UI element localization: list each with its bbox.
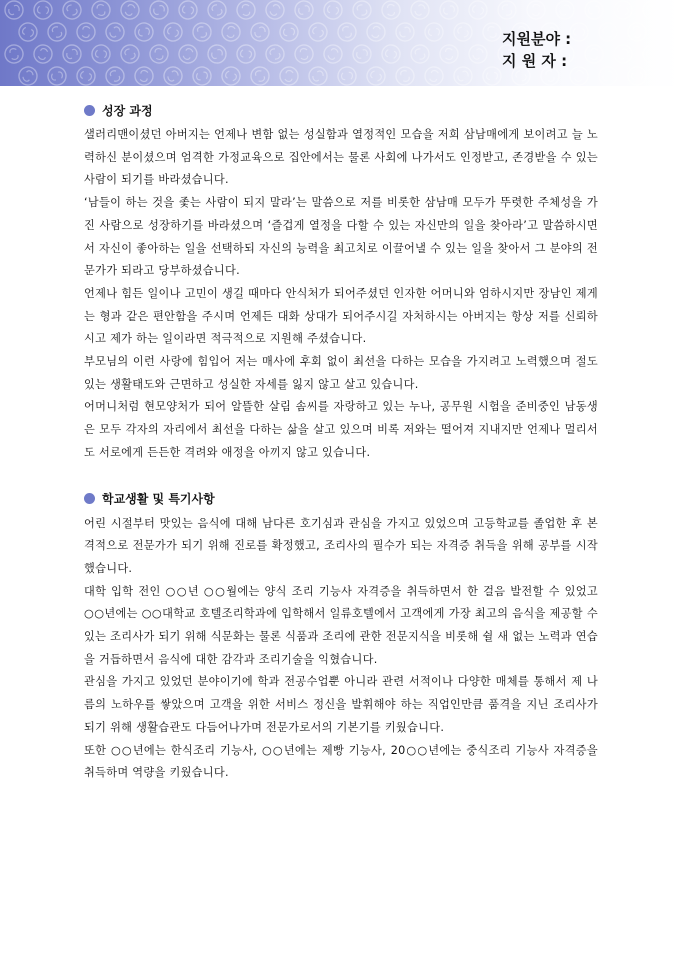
swirl-ornament [378, 41, 403, 66]
swirl-ornament [30, 41, 55, 66]
swirl-ornament [234, 0, 258, 22]
paragraph: 관심을 가지고 있었던 분야이기에 학과 전공수업뿐 아니라 관련 서적이나 다양한 매체를 통해서 제 나름의 노하우를 쌓았으며 고객을 위한 서비스 정신을 발휘해야 하는 직업인만큼 품격을 지닌 조리사가 되기 위해 생활습관도 다듬어나가며 전문가로서의 기본기를 키웠습니다. [84, 675, 598, 734]
swirl-ornament [263, 0, 287, 22]
swirl-ornament [3, 43, 25, 65]
swirl-ornament [410, 44, 430, 64]
swirl-ornament [481, 21, 503, 43]
bullet-icon [84, 493, 95, 504]
swirl-ornament [119, 43, 141, 65]
swirl-ornament [106, 67, 124, 85]
swirl-ornament [612, 43, 634, 65]
swirl-ornament [352, 44, 373, 65]
swirl-ornament [250, 66, 270, 86]
paragraph: 언제나 힘든 일이나 고민이 생길 때마다 안식처가 되어주셨던 인자한 어머니와 엄하시지만 장남인 제게는 형과 같은 편안함을 주시며 언제든 대화 상대가 되어주시길 자처하시는 아버지는 항상 저를 신뢰하시고 제가 하는 일이라면 적극적으로 지원해 주셨습니다. [84, 286, 598, 346]
swirl-ornament [307, 65, 328, 86]
swirl-ornament [233, 41, 258, 66]
swirl-ornament [264, 43, 285, 64]
swirl-ornament [73, 63, 98, 86]
swirl-ornament [118, 0, 143, 22]
swirl-ornament [249, 21, 270, 42]
swirl-ornament [655, 65, 677, 86]
swirl-ornament [642, 0, 661, 19]
swirl-ornament [437, 42, 462, 67]
swirl-ornament [438, 0, 460, 21]
section-title-text: 학교생활 및 특기사항 [102, 492, 215, 507]
swirl-ornament [498, 1, 516, 19]
swirl-ornament [292, 42, 316, 66]
section-title-text: 성장 과정 [102, 103, 153, 118]
swirl-ornament [192, 22, 212, 42]
swirl-ornament [654, 20, 679, 45]
swirl-ornament [190, 64, 213, 86]
swirl-ornament [46, 65, 68, 86]
applicant-label: 지 원 자 : [502, 52, 568, 70]
swirl-ornament [625, 20, 648, 43]
swirl-ornament [276, 63, 301, 86]
swirl-ornament [61, 0, 83, 21]
swirl-ornament [63, 45, 81, 63]
section-growth [84, 100, 598, 465]
paragraph: 또한 ○○년에는 한식조리 기능사, ○○년에는 제빵 기능사, 20○○년에는 중식조리 기능사 자격증을 취득하며 역량을 키웠습니다. [84, 743, 598, 780]
swirl-ornament [320, 0, 345, 23]
swirl-ornament [581, 41, 606, 66]
swirl-ornament [207, 44, 227, 64]
swirl-ornament [395, 22, 415, 42]
swirl-ornament [352, 0, 372, 20]
swirl-ornament [88, 41, 113, 66]
swirl-ornament [175, 0, 200, 23]
swirl-ornament [582, 0, 605, 22]
swirl-ornament [48, 23, 66, 41]
swirl-ornament [480, 64, 505, 86]
swirl-ornament [30, 0, 55, 23]
paragraph: 대학 입학 전인 ○○년 ○○월에는 양식 조리 기능사 자격증을 취득하면서 한 걸음 발전할 수 있었고 ○○년에는 ○○대학교 호텔조리학과에 입학해서 일류호텔에서 고객에게 가장 최고의 음식을 제공할 수 있는 조리사가 되기 위해 식문화는 물론 식품과 조리에 관한 전문지식을 비롯해 쉴 새 없는 노력과 연습을 거듭하면서 음식에 대한 감각과 조리기술을 익혔습니다. [84, 584, 598, 666]
swirl-ornament [277, 20, 301, 44]
swirl-ornament [176, 42, 201, 67]
swirl-ornament [335, 64, 359, 86]
paragraph: 부모님의 이런 사랑에 힘입어 저는 매사에 후회 없이 최선을 다하는 모습을 가지려고 노력했으며 절도 있는 생활태도와 근면하고 성실한 자세를 잃지 않고 살고 있습니다. [84, 355, 598, 391]
swirl-ornament [337, 22, 358, 43]
swirl-ornament [668, 0, 680, 23]
document-body [84, 100, 598, 809]
swirl-ornament [599, 67, 617, 85]
swirl-ornament [132, 20, 155, 43]
swirl-ornament [422, 20, 447, 45]
swirl-ornament [465, 0, 490, 23]
swirl-ornament [421, 63, 446, 86]
swirl-ornament [395, 66, 416, 86]
swirl-ornament [408, 0, 431, 22]
swirl-ornament [149, 0, 169, 20]
section-school-life [84, 489, 598, 785]
swirl-ornament [523, 0, 548, 23]
swirl-ornament [131, 63, 156, 86]
applicant-info [502, 28, 571, 72]
swirl-ornament [640, 42, 663, 65]
swirl-ornament [451, 20, 474, 43]
swirl-ornament [453, 66, 473, 86]
swirl-ornament [554, 0, 576, 21]
swirl-pattern-decoration [0, 0, 680, 86]
section-title [84, 489, 598, 509]
field-label: 지원분야 : [502, 30, 572, 48]
paragraph: ‘남들이 하는 것을 좇는 사람이 되지 말라’는 말씀으로 저를 비롯한 삼남매 모두가 뚜렷한 주체성을 가진 사람으로 성장하기를 바라셨으며 ‘즐겁게 열정을 다할 수 있는 자신만의 일을 찾아라’고 말씀하시면서 자신이 좋아하는 일을 선택하되 자신의 능력을 최고치로 이끌어낼 수 있는 일을 찾아서 그 분야의 전문가가 되라고 당부하셨습니다. [84, 196, 598, 278]
swirl-ornament [218, 19, 243, 44]
swirl-ornament [16, 64, 39, 86]
swirl-ornament [15, 19, 40, 44]
section-title [84, 100, 598, 120]
swirl-ornament [363, 19, 388, 44]
header-banner [0, 0, 680, 86]
swirl-ornament [364, 64, 388, 86]
swirl-ornament [162, 65, 184, 86]
swirl-ornament [597, 21, 619, 43]
swirl-ornament [379, 0, 404, 22]
swirl-ornament [321, 42, 345, 66]
swirl-ornament [73, 19, 98, 44]
swirl-ornament [219, 64, 244, 86]
swirl-ornament [206, 0, 227, 21]
swirl-ornament [89, 0, 112, 22]
swirl-ornament [624, 63, 649, 86]
bullet-icon [84, 105, 95, 116]
swirl-ornament [294, 0, 315, 20]
swirl-ornament [669, 42, 680, 67]
paragraph: 어린 시절부터 맛있는 음식에 대해 남다른 호기심과 관심을 가지고 있었으며 고등학교를 졸업한 후 본격적으로 전문가가 되기 위해 진로를 확정했고, 조리사의 필수가 되는 자격증 취득을 위해 공부를 시작했습니다. [84, 516, 598, 575]
swirl-ornament [104, 21, 126, 43]
paragraph: 샐러리맨이셨던 아버지는 언제나 변함 없는 성실함과 열정적인 모습을 저희 삼남매에게 보이려고 늘 노력하신 분이셨으며 엄격한 가정교육으로 집안에서는 물론 사회에 나가서도 인정받고, 존경받을 수 있는 사람이 되기를 바라셨습니다. [84, 128, 598, 187]
swirl-ornament [5, 1, 23, 19]
paragraph: 어머니처럼 현모양처가 되어 알뜰한 살림 솜씨를 자랑하고 있는 누나, 공무원 시험을 준비중인 남동생은 모두 각자의 자리에서 최선을 다하는 삶을 살고 있으며 비록 저와는 떨어져 지내지만 언제나 멀리서도 서로에게 든든한 격려와 애정을 아끼지 않고 있습니다. [84, 400, 598, 459]
swirl-ornament [147, 42, 170, 65]
swirl-ornament [306, 20, 330, 44]
swirl-ornament [611, 0, 636, 22]
swirl-ornament [161, 20, 186, 45]
swirl-ornament [466, 42, 489, 65]
